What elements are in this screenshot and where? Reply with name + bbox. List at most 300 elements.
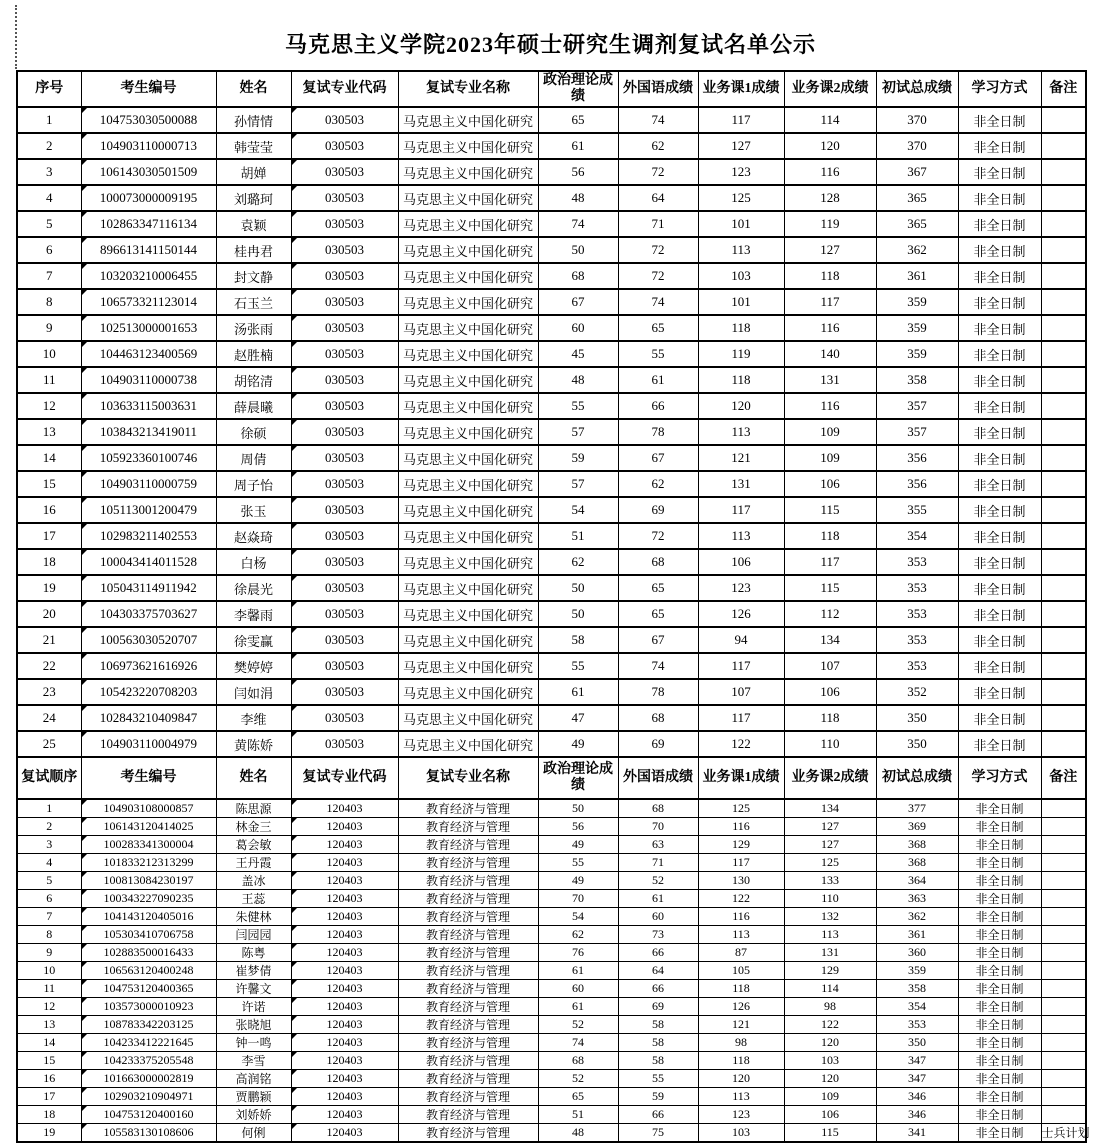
cell: 18 [17,549,81,575]
cell: 030503 [291,133,398,159]
cell: 362 [876,908,958,926]
cell: 62 [618,133,698,159]
cell: 106 [784,679,876,705]
table-row [17,998,1086,1016]
column-header: 序号 [17,71,81,107]
cell: 22 [17,653,81,679]
cell: 354 [876,998,958,1016]
cell: 61 [538,133,618,159]
cell: 非全日制 [958,575,1041,601]
cell: 教育经济与管理 [398,1034,538,1052]
cell: 120 [698,393,784,419]
cell: 49 [538,836,618,854]
table-row [17,315,1086,341]
cell: 49 [538,731,618,757]
column-header: 业务课2成绩 [784,71,876,107]
cell: 107 [784,653,876,679]
cell: 刘娇娇 [216,1106,291,1124]
cell [1041,944,1086,962]
cell [1041,962,1086,980]
cell: 116 [784,315,876,341]
cell: 106143030501509 [81,159,216,185]
cell: 356 [876,471,958,497]
cell: 120403 [291,908,398,926]
cell: 72 [618,523,698,549]
table-row [17,575,1086,601]
cell: 25 [17,731,81,757]
cell: 030503 [291,627,398,653]
table-row [17,731,1086,757]
cell: 030503 [291,315,398,341]
cell: 马克思主义中国化研究 [398,471,538,497]
cell: 365 [876,185,958,211]
cell [1041,1088,1086,1106]
cell: 朱健林 [216,908,291,926]
cell: 石玉兰 [216,289,291,315]
cell: 368 [876,836,958,854]
cell [1041,627,1086,653]
cell [1041,133,1086,159]
cell: 非全日制 [958,731,1041,757]
cell: 118 [698,315,784,341]
cell: 54 [538,908,618,926]
cell: 132 [784,908,876,926]
cell: 3 [17,836,81,854]
cell: 马克思主义中国化研究 [398,159,538,185]
cell: 118 [698,1052,784,1070]
cell: 15 [17,1052,81,1070]
table-row [17,263,1086,289]
cell: 非全日制 [958,341,1041,367]
cell: 闫园园 [216,926,291,944]
column-header: 政治理论成绩 [538,71,618,107]
table-row [17,419,1086,445]
cell: 11 [17,367,81,393]
cell: 101663000002819 [81,1070,216,1088]
cell: 104143120405016 [81,908,216,926]
cell: 120403 [291,944,398,962]
cell: 030503 [291,419,398,445]
cell: 133 [784,872,876,890]
column-header: 备注 [1041,71,1086,107]
cell: 104233375205548 [81,1052,216,1070]
cell: 非全日制 [958,1052,1041,1070]
cell: 9 [17,315,81,341]
cell: 教育经济与管理 [398,890,538,908]
cell: 18 [17,1106,81,1124]
cell: 5 [17,872,81,890]
column-header: 考生编号 [81,757,216,799]
cell: 347 [876,1052,958,1070]
table-row [17,679,1086,705]
table-row [17,1106,1086,1124]
cell: 367 [876,159,958,185]
cell: 341 [876,1124,958,1143]
cell: 14 [17,445,81,471]
cell: 104753120400160 [81,1106,216,1124]
cell [1041,419,1086,445]
cell: 非全日制 [958,419,1041,445]
cell: 68 [538,263,618,289]
cell: 101 [698,289,784,315]
cell: 116 [698,818,784,836]
cell: 368 [876,854,958,872]
cell: 103 [698,263,784,289]
cell: 55 [618,1070,698,1088]
cell: 127 [784,818,876,836]
cell: 非全日制 [958,211,1041,237]
cell: 非全日制 [958,1016,1041,1034]
cell: 121 [698,1016,784,1034]
cell: 100813084230197 [81,872,216,890]
cell: 王丹霞 [216,854,291,872]
cell: 87 [698,944,784,962]
cell: 12 [17,393,81,419]
cell: 60 [538,980,618,998]
cell: 非全日制 [958,926,1041,944]
cell: 56 [538,159,618,185]
cell: 354 [876,523,958,549]
cell: 48 [538,185,618,211]
cell: 030503 [291,549,398,575]
cell: 106563120400248 [81,962,216,980]
cell: 030503 [291,185,398,211]
cell: 030503 [291,679,398,705]
cell: 教育经济与管理 [398,998,538,1016]
cell: 109 [784,419,876,445]
cell: 115 [784,497,876,523]
cell: 高润铭 [216,1070,291,1088]
cell: 113 [698,237,784,263]
cell: 66 [618,980,698,998]
cell: 48 [538,367,618,393]
cell: 15 [17,471,81,497]
cell: 112 [784,601,876,627]
cell: 115 [784,1124,876,1143]
cell: 120403 [291,836,398,854]
cell: 葛会敏 [216,836,291,854]
cell: 非全日制 [958,523,1041,549]
cell: 69 [618,731,698,757]
cell [1041,367,1086,393]
cell: 105423220708203 [81,679,216,705]
cell: 131 [698,471,784,497]
cell: 100343227090235 [81,890,216,908]
cell: 65 [618,315,698,341]
cell: 121 [698,445,784,471]
cell: 896613141150144 [81,237,216,263]
cell: 355 [876,497,958,523]
cell: 4 [17,854,81,872]
cell: 76 [538,944,618,962]
cell: 52 [538,1070,618,1088]
cell [1041,289,1086,315]
cell: 马克思主义中国化研究 [398,497,538,523]
column-header: 业务课1成绩 [698,757,784,799]
cell: 120403 [291,1034,398,1052]
cell: 薛晨曦 [216,393,291,419]
cell: 20 [17,601,81,627]
cell: 030503 [291,705,398,731]
cell: 樊婷婷 [216,653,291,679]
cell: 72 [618,263,698,289]
cell: 030503 [291,731,398,757]
cell: 61 [618,367,698,393]
cell: 357 [876,419,958,445]
cell: 非全日制 [958,367,1041,393]
cell: 364 [876,872,958,890]
cell: 教育经济与管理 [398,1070,538,1088]
cell: 徐硕 [216,419,291,445]
cell: 350 [876,705,958,731]
cell: 78 [618,419,698,445]
cell: 120403 [291,872,398,890]
cell: 12 [17,998,81,1016]
cell: 105583130108606 [81,1124,216,1143]
cell: 113 [698,523,784,549]
cell: 113 [784,926,876,944]
cell: 21 [17,627,81,653]
table-row [17,854,1086,872]
cell: 113 [698,926,784,944]
cell: 马克思主义中国化研究 [398,549,538,575]
cell [1041,998,1086,1016]
cell: 63 [618,836,698,854]
cell: 61 [538,998,618,1016]
cell: 115 [784,575,876,601]
cell: 123 [698,575,784,601]
cell: 48 [538,1124,618,1143]
table-row [17,549,1086,575]
cell: 教育经济与管理 [398,962,538,980]
table-row [17,523,1086,549]
cell: 140 [784,341,876,367]
cell: 117 [698,854,784,872]
cell: 72 [618,237,698,263]
cell: 66 [618,944,698,962]
cell: 马克思主义中国化研究 [398,263,538,289]
table-row [17,601,1086,627]
cell: 马克思主义中国化研究 [398,133,538,159]
cell [1041,818,1086,836]
cell [1041,471,1086,497]
cell: 17 [17,523,81,549]
cell: 359 [876,341,958,367]
cell: 马克思主义中国化研究 [398,575,538,601]
cell: 359 [876,289,958,315]
cell: 73 [618,926,698,944]
cell: 114 [784,107,876,133]
cell: 袁颖 [216,211,291,237]
cell: 非全日制 [958,653,1041,679]
cell: 王蕊 [216,890,291,908]
cell: 教育经济与管理 [398,872,538,890]
cell: 2 [17,818,81,836]
column-header: 政治理论成绩 [538,757,618,799]
cell: 教育经济与管理 [398,944,538,962]
cell: 何俐 [216,1124,291,1143]
cell: 352 [876,679,958,705]
cell [1041,1052,1086,1070]
cell: 非全日制 [958,944,1041,962]
spreadsheet-area [16,70,1090,1143]
cell: 49 [538,872,618,890]
cell: 马克思主义中国化研究 [398,367,538,393]
cell [1041,497,1086,523]
cell: 365 [876,211,958,237]
column-header: 外国语成绩 [618,71,698,107]
cell: 61 [618,890,698,908]
cell: 68 [538,1052,618,1070]
cell: 非全日制 [958,445,1041,471]
cell: 61 [538,962,618,980]
cell: 教育经济与管理 [398,818,538,836]
cell: 357 [876,393,958,419]
cell: 盖冰 [216,872,291,890]
cell: 68 [618,549,698,575]
cell [1041,731,1086,757]
cell [1041,263,1086,289]
column-header: 复试顺序 [17,757,81,799]
cell: 101833212313299 [81,854,216,872]
cell: 358 [876,367,958,393]
cell [1041,854,1086,872]
cell: 7 [17,263,81,289]
cell: 353 [876,575,958,601]
cell: 徐晨光 [216,575,291,601]
table-row [17,908,1086,926]
cell: 120403 [291,818,398,836]
column-header: 姓名 [216,757,291,799]
cell: 66 [618,1106,698,1124]
cell: 教育经济与管理 [398,1052,538,1070]
cell: 125 [698,799,784,818]
cell: 教育经济与管理 [398,1106,538,1124]
column-header: 考生编号 [81,71,216,107]
cell: 11 [17,980,81,998]
cell: 104903110004979 [81,731,216,757]
cell: 120403 [291,998,398,1016]
column-header: 复试专业名称 [398,757,538,799]
cell: 69 [618,497,698,523]
cell: 347 [876,1070,958,1088]
table-row [17,211,1086,237]
cell: 62 [618,471,698,497]
cell [1041,523,1086,549]
cell: 120 [784,133,876,159]
cell: 105113001200479 [81,497,216,523]
cell: 113 [698,1088,784,1106]
cell: 非全日制 [958,854,1041,872]
cell: 非全日制 [958,818,1041,836]
column-header: 姓名 [216,71,291,107]
cell: 117 [784,549,876,575]
cell: 胡铭清 [216,367,291,393]
column-header: 复试专业代码 [291,757,398,799]
cell: 030503 [291,471,398,497]
cell: 117 [698,705,784,731]
cell: 57 [538,471,618,497]
cell: 106 [784,1106,876,1124]
column-header: 初试总成绩 [876,757,958,799]
cell: 104903110000713 [81,133,216,159]
cell: 教育经济与管理 [398,908,538,926]
cell: 张晓旭 [216,1016,291,1034]
cell: 102843210409847 [81,705,216,731]
cell: 353 [876,653,958,679]
cell: 74 [618,653,698,679]
cell: 封文静 [216,263,291,289]
cell: 362 [876,237,958,263]
cell: 19 [17,1124,81,1143]
cell: 马克思主义中国化研究 [398,523,538,549]
cell: 教育经济与管理 [398,854,538,872]
cell: 徐雯赢 [216,627,291,653]
cell [1041,872,1086,890]
cell: 教育经济与管理 [398,799,538,818]
cell: 陈粤 [216,944,291,962]
cell: 马克思主义中国化研究 [398,211,538,237]
cell: 非全日制 [958,393,1041,419]
cell: 59 [538,445,618,471]
cell: 70 [538,890,618,908]
cell: 67 [618,627,698,653]
cell: 马克思主义中国化研究 [398,185,538,211]
cell: 56 [538,818,618,836]
column-header: 业务课2成绩 [784,757,876,799]
cell: 52 [538,1016,618,1034]
cell: 教育经济与管理 [398,836,538,854]
cell: 非全日制 [958,836,1041,854]
column-header: 复试专业名称 [398,71,538,107]
cell: 104753030500088 [81,107,216,133]
cell: 教育经济与管理 [398,1016,538,1034]
column-header: 业务课1成绩 [698,71,784,107]
cell: 118 [784,523,876,549]
column-header: 外国语成绩 [618,757,698,799]
cell: 109 [784,1088,876,1106]
table-row [17,367,1086,393]
cell: 101 [698,211,784,237]
column-header: 复试专业代码 [291,71,398,107]
cell: 120403 [291,1016,398,1034]
cell: 104303375703627 [81,601,216,627]
cell: 57 [538,419,618,445]
cell: 教育经济与管理 [398,926,538,944]
cell [1041,107,1086,133]
cell: 教育经济与管理 [398,980,538,998]
cell: 346 [876,1088,958,1106]
cell: 127 [784,237,876,263]
cell: 94 [698,627,784,653]
column-header: 学习方式 [958,71,1041,107]
cell: 030503 [291,575,398,601]
table-row [17,393,1086,419]
cell: 1 [17,107,81,133]
cell [1041,601,1086,627]
cell: 51 [538,1106,618,1124]
cell: 377 [876,799,958,818]
cell: 103633115003631 [81,393,216,419]
table-row [17,799,1086,818]
cell: 55 [618,341,698,367]
cell: 104753120400365 [81,980,216,998]
cell: 72 [618,159,698,185]
cell: 105923360100746 [81,445,216,471]
cell: 50 [538,601,618,627]
cell: 100043414011528 [81,549,216,575]
cell: 353 [876,549,958,575]
